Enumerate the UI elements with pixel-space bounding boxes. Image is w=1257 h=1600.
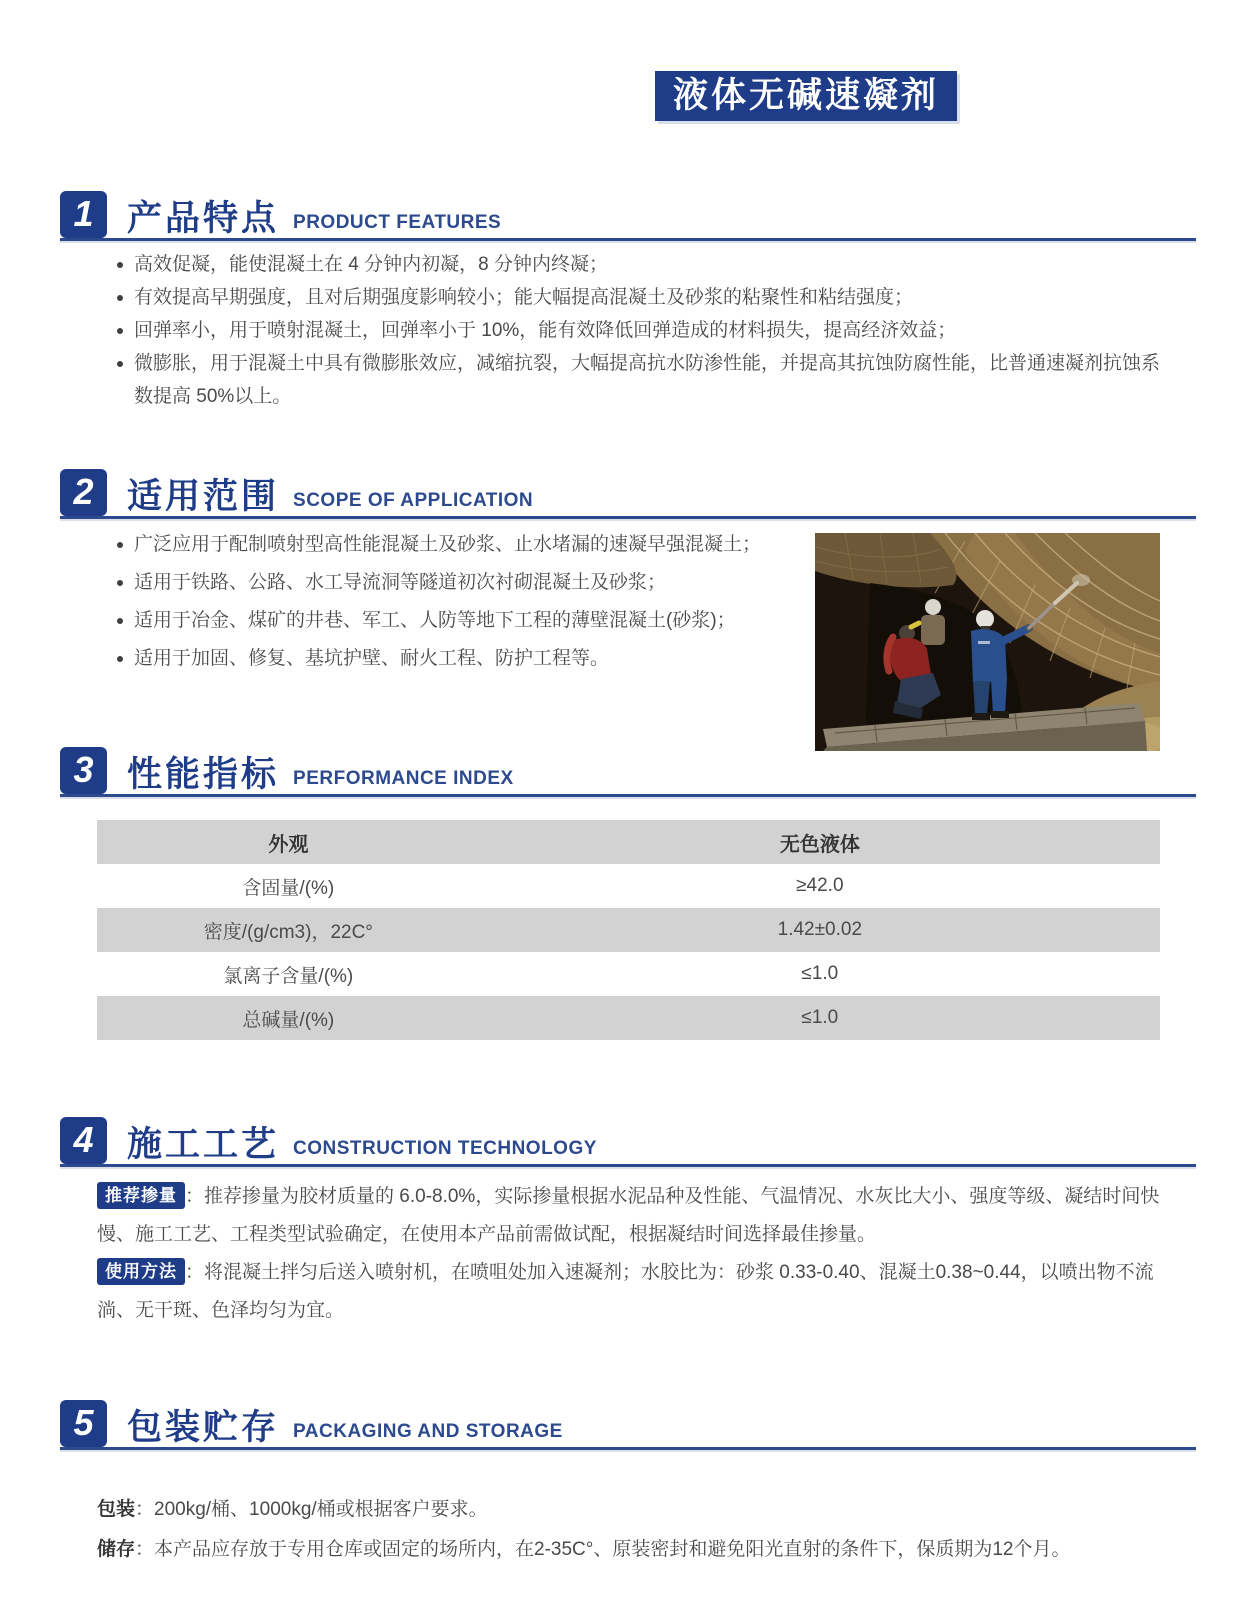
section-3-header — [60, 750, 1196, 797]
section-4-number-badge: 4 — [60, 1117, 107, 1164]
paragraph-recommended-dosage — [97, 1178, 1163, 1254]
section-5-header — [60, 1403, 1196, 1450]
section-1-subtitle: PRODUCT FEATURES — [293, 212, 502, 233]
document-title: 液体无碱速凝剂 — [655, 71, 957, 121]
packaging-label: 包装 — [97, 1499, 136, 1520]
packaging-storage-text — [97, 1490, 1207, 1570]
list-item: 适用于加固、修复、基坑护壁、耐火工程、防护工程等。 — [112, 642, 784, 675]
table-cell-label: 密度/(g/cm3)，22C° — [203, 921, 373, 943]
section-2-number-badge: 2 — [60, 469, 107, 516]
table-header-appearance: 外观 — [268, 833, 309, 856]
dosage-badge: 推荐掺量 — [97, 1182, 185, 1209]
tunnel-construction-photo — [815, 533, 1160, 751]
storage-label: 储存 — [97, 1539, 136, 1560]
section-2-subtitle: SCOPE OF APPLICATION — [293, 490, 534, 511]
section-1-title: 产品特点 — [127, 199, 280, 238]
section-5-number-badge: 5 — [60, 1400, 107, 1447]
packaging-line — [97, 1490, 1207, 1530]
tunnel-photo-illustration — [815, 533, 1160, 751]
table-cell-label: 氯离子含量/(%) — [223, 965, 354, 987]
table-row — [97, 996, 1160, 1040]
list-item: 适用于冶金、煤矿的井巷、军工、人防等地下工程的薄壁混凝土(砂浆)； — [112, 604, 784, 637]
section-2-title: 适用范围 — [127, 477, 280, 516]
usage-badge: 使用方法 — [97, 1258, 185, 1285]
table-cell-label: 总碱量/(%) — [242, 1009, 335, 1031]
section-3-subtitle: PERFORMANCE INDEX — [293, 768, 514, 789]
performance-index-table — [97, 820, 1160, 1040]
section-4-title: 施工工艺 — [127, 1125, 280, 1164]
list-item: 微膨胀，用于混凝土中具有微膨胀效应，减缩抗裂，大幅提高抗水防渗性能，并提高其抗蚀防腐性能，比普通速凝剂抗蚀系数提高 50%以上。 — [112, 347, 1172, 413]
product-features-list — [112, 248, 1172, 413]
list-item: 有效提高早期强度，且对后期强度影响较小；能大幅提高混凝土及砂浆的粘聚性和粘结强度； — [112, 281, 1172, 314]
table-row — [97, 908, 1160, 952]
section-1-number-badge: 1 — [60, 191, 107, 238]
storage-line — [97, 1530, 1207, 1570]
storage-text: ：本产品应存放于专用仓库或固定的场所内，在2-35C°、原装密封和避免阳光直射的条件下，保质期为12个月。 — [135, 1539, 1071, 1560]
table-row — [97, 952, 1160, 996]
list-item: 适用于铁路、公路、水工导流洞等隧道初次衬砌混凝土及砂浆； — [112, 566, 784, 599]
section-3-number-badge: 3 — [60, 747, 107, 794]
paragraph-text: ：推荐掺量为胶材质量的 6.0-8.0%，实际掺量根据水泥品种及性能、气温情况、水灰比大小、强度等级、凝结时间快慢、施工工艺、工程类型试验确定，在使用本产品前需做试配，根据凝结时间选择最佳掺量。 — [97, 1186, 1160, 1245]
list-item: 广泛应用于配制喷射型高性能混凝土及砂浆、止水堵漏的速凝早强混凝土； — [112, 528, 784, 561]
scope-of-application-list — [112, 528, 784, 680]
section-4-header — [60, 1120, 1196, 1167]
list-item: 回弹率小，用于喷射混凝土，回弹率小于 10%，能有效降低回弹造成的材料损失，提高经济效益； — [112, 314, 1172, 347]
section-4-subtitle: CONSTRUCTION TECHNOLOGY — [293, 1138, 597, 1159]
paragraph-usage-method — [97, 1254, 1163, 1330]
paragraph-text: ：将混凝土拌匀后送入喷射机，在喷咀处加入速凝剂；水胶比为：砂浆 0.33-0.40、混凝土0.38~0.44，以喷出物不流淌、无干斑、色泽均匀为宜。 — [97, 1262, 1154, 1321]
construction-technology-text — [97, 1178, 1163, 1330]
section-5-subtitle: PACKAGING AND STORAGE — [293, 1421, 563, 1442]
table-header-value: 无色液体 — [779, 833, 860, 856]
section-5-title: 包装贮存 — [127, 1408, 280, 1447]
section-1-header — [60, 194, 1196, 241]
section-2-header — [60, 472, 1196, 519]
list-item: 高效促凝，能使混凝土在 4 分钟内初凝，8 分钟内终凝； — [112, 248, 1172, 281]
table-cell-value: ≤1.0 — [801, 1007, 839, 1028]
packaging-text: ：200kg/桶、1000kg/桶或根据客户要求。 — [135, 1499, 488, 1520]
table-cell-value: ≤1.0 — [801, 963, 839, 984]
section-3-title: 性能指标 — [127, 755, 280, 794]
table-cell-label: 含固量/(%) — [242, 877, 335, 899]
table-cell-value: 1.42±0.02 — [777, 919, 863, 940]
table-cell-value: ≥42.0 — [796, 875, 844, 896]
table-row — [97, 864, 1160, 908]
table-row — [97, 820, 1160, 864]
